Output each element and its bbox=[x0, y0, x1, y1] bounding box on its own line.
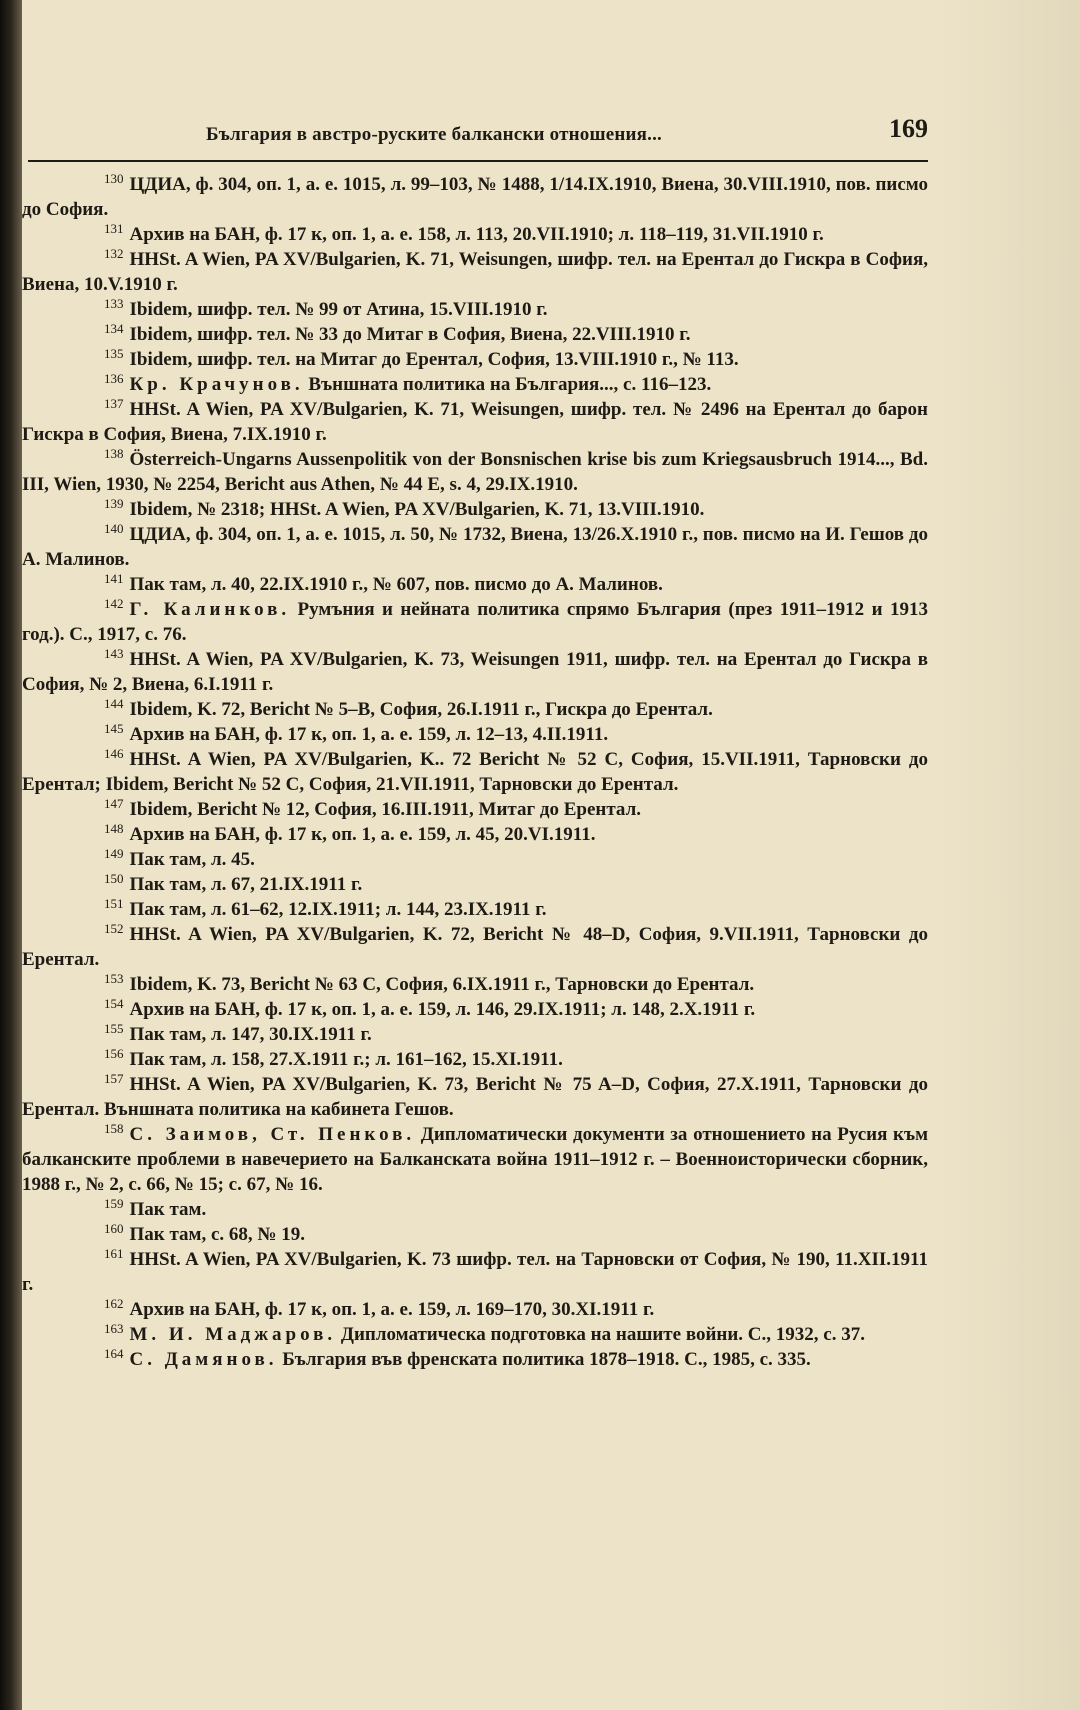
footnote-number: 159 bbox=[104, 1196, 124, 1211]
footnote-147 bbox=[22, 797, 928, 822]
footnote-149 bbox=[22, 847, 928, 872]
footnote-141 bbox=[22, 572, 928, 597]
footnote-text: Архив на БАН, ф. 17 к, оп. 1, а. е. 158, л. 113, 20.VII.1910; л. 118–119, 31.VII.1910 г. bbox=[129, 224, 824, 245]
footnote-number: 162 bbox=[104, 1296, 124, 1311]
footnote-number: 142 bbox=[104, 596, 124, 611]
footnote-number: 140 bbox=[104, 521, 124, 536]
footnote-author: Кр. Крачунов. bbox=[129, 374, 304, 395]
footnote-number: 134 bbox=[104, 321, 124, 336]
footnote-157 bbox=[22, 1072, 928, 1122]
footnote-number: 156 bbox=[104, 1046, 124, 1061]
footnote-text: Ibidem, шифр. тел. № 33 до Митаг в София, Виена, 22.VIII.1910 г. bbox=[129, 324, 691, 345]
footnote-154 bbox=[22, 997, 928, 1022]
footnote-author: С. Дамянов. bbox=[129, 1349, 278, 1370]
footnote-161 bbox=[22, 1247, 928, 1297]
footnotes-list bbox=[22, 172, 928, 1372]
footnote-number: 144 bbox=[104, 696, 124, 711]
footnote-140 bbox=[22, 522, 928, 572]
footnote-text: HHSt. A Wien, PA XV/Bulgarien, K. 73 шифр. тел. на Тарновски от София, № 190, 11.XII.1911 г. bbox=[22, 1249, 928, 1295]
footnote-148 bbox=[22, 822, 928, 847]
footnote-138 bbox=[22, 447, 928, 497]
footnote-text: Дипломатически документи за отношението на Русия към балканските проблеми в навечерието на Балканската война 1911–1912 г. – Военноисторически сборник, 1988 г., № 2, с. 66, № 15; с. 67, № 16. bbox=[22, 1124, 929, 1195]
footnote-142 bbox=[22, 597, 928, 647]
footnote-number: 147 bbox=[104, 796, 124, 811]
footnote-164 bbox=[22, 1347, 928, 1372]
footnote-number: 137 bbox=[104, 396, 124, 411]
footnote-150 bbox=[22, 872, 928, 897]
footnote-number: 155 bbox=[104, 1021, 124, 1036]
footnote-146 bbox=[22, 747, 928, 797]
footnote-155 bbox=[22, 1022, 928, 1047]
footnote-text: HHSt. A Wien, PA XV/Bulgarien, K. 73, Bericht № 75 A–D, София, 27.X.1911, Тарновски до Ерентал. Външната политика на кабинета Гешов. bbox=[22, 1074, 928, 1120]
header-rule bbox=[28, 160, 928, 162]
footnote-134 bbox=[22, 322, 928, 347]
footnote-text: Пак там. bbox=[129, 1199, 207, 1220]
footnote-text: Ibidem, шифр. тел. на Митаг до Ерентал, София, 13.VIII.1910 г., № 113. bbox=[129, 349, 739, 370]
footnote-number: 148 bbox=[104, 821, 124, 836]
footnote-number: 149 bbox=[104, 846, 124, 861]
footnote-text: HHSt. A Wien, PA XV/Bulgarien, K. 73, Weisungen 1911, шифр. тел. на Ерентал до Гискра в София, № 2, Виена, 6.I.1911 г. bbox=[22, 649, 928, 695]
footnote-144 bbox=[22, 697, 928, 722]
footnote-151 bbox=[22, 897, 928, 922]
footnote-text: ЦДИА, ф. 304, оп. 1, а. е. 1015, л. 99–103, № 1488, 1/14.IX.1910, Виена, 30.VIII.1910, пов. писмо до София. bbox=[22, 174, 928, 220]
footnote-text: Ibidem, K. 72, Bericht № 5–B, София, 26.I.1911 г., Гискра до Ерентал. bbox=[129, 699, 713, 720]
footnote-text: Österreich-Ungarns Aussenpolitik von der Bonsnischen krise bis zum Kriegsausbruch 1914..., Bd. III, Wien, 1930, № 2254, Bericht aus Athen, № 44 E, s. 4, 29.IX.1910. bbox=[22, 449, 928, 495]
footnote-text: HHSt. A Wien, PA XV/Bulgarien, K. 71, Weisungen, шифр. тел. на Ерентал до Гискра в София, Виена, 10.V.1910 г. bbox=[22, 249, 928, 295]
running-title: България в австро-руските балкански отношения... bbox=[206, 124, 662, 145]
footnote-number: 146 bbox=[104, 746, 124, 761]
footnote-text: Пак там, л. 147, 30.IX.1911 г. bbox=[129, 1024, 372, 1045]
footnote-text: Архив на БАН, ф. 17 к, оп. 1, а. е. 159, л. 146, 29.IX.1911; л. 148, 2.X.1911 г. bbox=[129, 999, 756, 1020]
footnote-text: България във френската политика 1878–1918. С., 1985, с. 335. bbox=[277, 1349, 811, 1370]
book-spine-shadow bbox=[0, 0, 22, 1710]
footnote-number: 150 bbox=[104, 871, 124, 886]
footnote-text: Пак там, л. 61–62, 12.IX.1911; л. 144, 23.IX.1911 г. bbox=[129, 899, 547, 920]
footnote-text: Румъния и нейната политика спрямо България (през 1911–1912 и 1913 год.). С., 1917, с. 76. bbox=[22, 599, 928, 645]
footnote-number: 158 bbox=[104, 1121, 124, 1136]
footnote-number: 139 bbox=[104, 496, 124, 511]
footnote-145 bbox=[22, 722, 928, 747]
footnote-159 bbox=[22, 1197, 928, 1222]
footnote-160 bbox=[22, 1222, 928, 1247]
footnote-number: 164 bbox=[104, 1346, 124, 1361]
footnote-author: С. Заимов, Ст. Пенков. bbox=[129, 1124, 416, 1145]
footnote-text: Пак там, л. 40, 22.IX.1910 г., № 607, пов. писмо до А. Малинов. bbox=[129, 574, 663, 595]
footnote-158 bbox=[22, 1122, 928, 1197]
footnote-number: 138 bbox=[104, 446, 124, 461]
footnote-text: ЦДИА, ф. 304, оп. 1, а. е. 1015, л. 50, № 1732, Виена, 13/26.X.1910 г., пов. писмо на И. Гешов до А. Малинов. bbox=[22, 524, 928, 570]
footnote-number: 154 bbox=[104, 996, 124, 1011]
footnote-text: Архив на БАН, ф. 17 к, оп. 1, а. е. 159, л. 169–170, 30.XI.1911 г. bbox=[129, 1299, 655, 1320]
footnote-156 bbox=[22, 1047, 928, 1072]
footnote-text: HHSt. A Wien, PA XV/Bulgarien, K.. 72 Bericht № 52 C, София, 15.VII.1911, Тарновски до Ерентал; Ibidem, Bericht № 52 C, София, 21.VII.1911, Тарновски до Ерентал. bbox=[22, 749, 928, 795]
footnote-number: 130 bbox=[104, 171, 124, 186]
footnote-number: 143 bbox=[104, 646, 124, 661]
footnote-number: 136 bbox=[104, 371, 124, 386]
footnote-number: 141 bbox=[104, 571, 124, 586]
footnote-number: 131 bbox=[104, 221, 124, 236]
footnote-number: 135 bbox=[104, 346, 124, 361]
footnote-number: 132 bbox=[104, 246, 124, 261]
page-edge-shading bbox=[940, 0, 1080, 1710]
footnote-text: Дипломатическа подготовка на нашите войни. С., 1932, с. 37. bbox=[336, 1324, 865, 1345]
footnote-author: М. И. Маджаров. bbox=[129, 1324, 337, 1345]
footnote-135 bbox=[22, 347, 928, 372]
footnote-text: Ibidem, K. 73, Bericht № 63 C, София, 6.IX.1911 г., Тарновски до Ерентал. bbox=[129, 974, 755, 995]
footnote-number: 161 bbox=[104, 1246, 124, 1261]
footnote-152 bbox=[22, 922, 928, 972]
footnote-number: 153 bbox=[104, 971, 124, 986]
footnote-number: 133 bbox=[104, 296, 124, 311]
footnote-136 bbox=[22, 372, 928, 397]
footnote-132 bbox=[22, 247, 928, 297]
footnote-text: Ibidem, № 2318; HHSt. A Wien, PA XV/Bulgarien, K. 71, 13.VIII.1910. bbox=[129, 499, 705, 520]
footnote-text: Пак там, л. 45. bbox=[129, 849, 255, 870]
footnote-number: 157 bbox=[104, 1071, 124, 1086]
footnote-number: 152 bbox=[104, 921, 124, 936]
footnote-143 bbox=[22, 647, 928, 697]
footnote-139 bbox=[22, 497, 928, 522]
footnote-text: Пак там, л. 67, 21.IX.1911 г. bbox=[129, 874, 363, 895]
footnote-number: 151 bbox=[104, 896, 124, 911]
footnote-author: Г. Калинков. bbox=[129, 599, 291, 620]
footnote-text: Външната политика на България..., с. 116–123. bbox=[303, 374, 712, 395]
footnote-number: 145 bbox=[104, 721, 124, 736]
footnote-130 bbox=[22, 172, 928, 222]
footnote-133 bbox=[22, 297, 928, 322]
footnote-137 bbox=[22, 397, 928, 447]
footnote-number: 160 bbox=[104, 1221, 124, 1236]
footnote-131 bbox=[22, 222, 928, 247]
footnote-text: HHSt. A Wien, PA XV/Bulgarien, K. 71, Weisungen, шифр. тел. № 2496 на Ерентал до барон Гискра в София, Виена, 7.IX.1910 г. bbox=[22, 399, 928, 445]
footnote-text: HHSt. A Wien, PA XV/Bulgarien, K. 72, Bericht № 48–D, София, 9.VII.1911, Тарновски до Ерентал. bbox=[22, 924, 928, 970]
footnote-text: Пак там, с. 68, № 19. bbox=[129, 1224, 306, 1245]
footnote-text: Ibidem, шифр. тел. № 99 от Атина, 15.VIII.1910 г. bbox=[129, 299, 548, 320]
page-header bbox=[28, 114, 928, 158]
footnote-text: Ibidem, Bericht № 12, София, 16.III.1911, Митаг до Ерентал. bbox=[129, 799, 641, 820]
footnote-text: Архив на БАН, ф. 17 к, оп. 1, а. е. 159, л. 45, 20.VI.1911. bbox=[129, 824, 596, 845]
page-number: 169 bbox=[889, 114, 928, 143]
footnote-text: Пак там, л. 158, 27.X.1911 г.; л. 161–162, 15.XI.1911. bbox=[129, 1049, 563, 1070]
footnote-153 bbox=[22, 972, 928, 997]
footnote-162 bbox=[22, 1297, 928, 1322]
footnote-number: 163 bbox=[104, 1321, 124, 1336]
footnote-text: Архив на БАН, ф. 17 к, оп. 1, а. е. 159, л. 12–13, 4.II.1911. bbox=[129, 724, 609, 745]
footnote-163 bbox=[22, 1322, 928, 1347]
